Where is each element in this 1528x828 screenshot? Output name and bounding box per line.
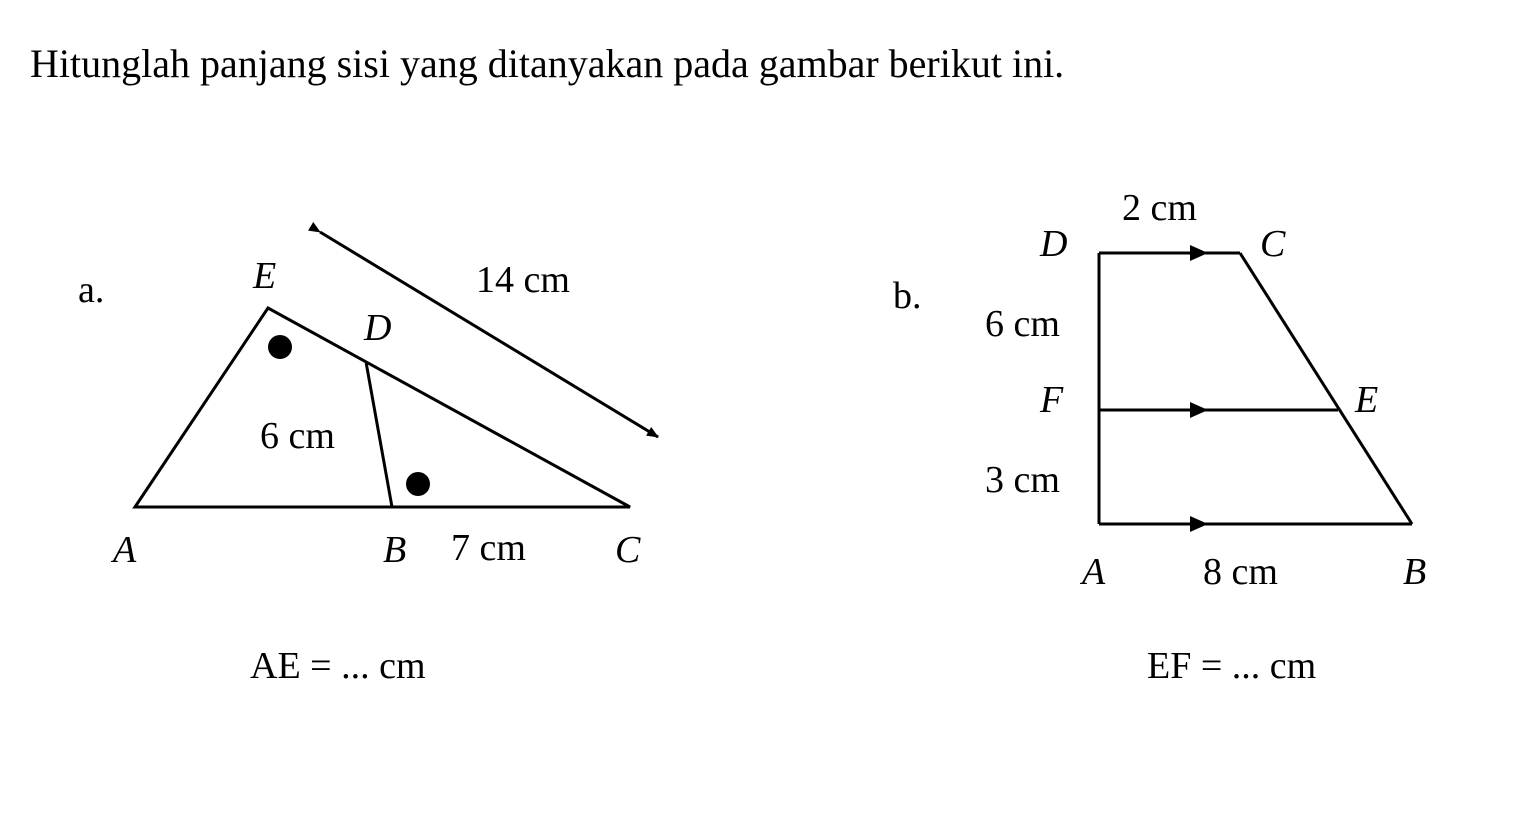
- vertex-label-b: B: [383, 529, 407, 571]
- length-label-bc: 7 cm: [451, 527, 526, 569]
- vertex-label-d: D: [364, 307, 392, 349]
- angle-mark-e: [268, 335, 292, 359]
- figure-b-marker: b.: [893, 275, 922, 317]
- length-label-fa: 3 cm: [985, 459, 1060, 501]
- vertex-label-d: D: [1040, 223, 1068, 265]
- vertex-label-b: B: [1403, 551, 1427, 593]
- vertex-label-c: C: [1260, 223, 1286, 265]
- segment-db: [366, 362, 392, 507]
- angle-mark-b: [406, 472, 430, 496]
- vertex-label-e: E: [1355, 379, 1379, 421]
- length-label-ec: 14 cm: [476, 259, 570, 301]
- length-label-dc: 2 cm: [1122, 187, 1197, 229]
- question-b: EF = ... cm: [1147, 645, 1317, 687]
- figure-a-marker: a.: [78, 269, 105, 311]
- vertex-label-e: E: [253, 255, 277, 297]
- parallel-mark-ab: [1190, 516, 1208, 532]
- question-a: AE = ... cm: [250, 645, 426, 687]
- length-label-df: 6 cm: [985, 303, 1060, 345]
- parallel-mark-dc: [1190, 245, 1208, 261]
- length-label-ab: 8 cm: [1203, 551, 1278, 593]
- vertex-label-a: A: [113, 529, 137, 571]
- vertex-label-c: C: [615, 529, 641, 571]
- figure-b: [893, 187, 1426, 687]
- segment-cb: [1240, 253, 1412, 524]
- length-label-db: 6 cm: [260, 415, 335, 457]
- vertex-label-f: F: [1040, 379, 1064, 421]
- instruction-text: Hitunglah panjang sisi yang ditanyakan pada gambar berikut ini.: [30, 41, 1065, 86]
- parallel-mark-fe: [1190, 402, 1208, 418]
- figure-a: [78, 232, 658, 687]
- vertex-label-a: A: [1082, 551, 1106, 593]
